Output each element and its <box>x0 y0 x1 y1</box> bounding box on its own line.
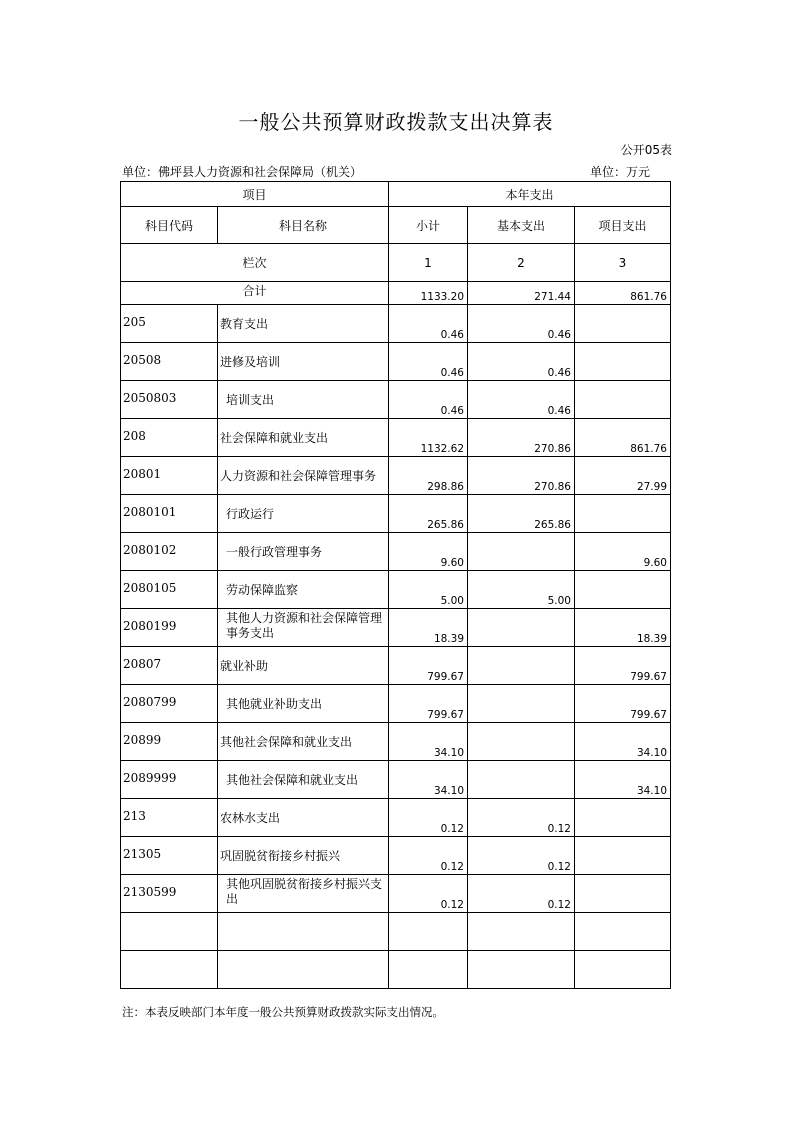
row-basic <box>468 951 575 989</box>
row-name: 其他就业补助支出 <box>218 685 389 723</box>
row-name: 教育支出 <box>218 305 389 343</box>
row-project: 18.39 <box>575 609 671 647</box>
row-subtotal: 18.39 <box>389 609 468 647</box>
total-basic: 271.44 <box>468 282 575 305</box>
row-code: 2080105 <box>121 571 218 609</box>
row-project: 34.10 <box>575 723 671 761</box>
row-name: 农林水支出 <box>218 799 389 837</box>
header-row-3 <box>121 244 671 282</box>
row-subtotal: 799.67 <box>389 647 468 685</box>
row-name <box>218 913 389 951</box>
row-subtotal: 265.86 <box>389 495 468 533</box>
row-project <box>575 837 671 875</box>
row-project <box>575 343 671 381</box>
row-project <box>575 305 671 343</box>
row-project <box>575 571 671 609</box>
table-row <box>121 457 671 495</box>
row-project <box>575 951 671 989</box>
row-code: 2130599 <box>121 875 218 913</box>
table-row <box>121 495 671 533</box>
row-subtotal: 34.10 <box>389 761 468 799</box>
row-project <box>575 875 671 913</box>
total-subtotal: 1133.20 <box>389 282 468 305</box>
footnote: 注：本表反映部门本年度一般公共预算财政拨款实际支出情况。 <box>122 1005 444 1019</box>
row-project <box>575 913 671 951</box>
form-code: 公开05表 <box>620 143 672 157</box>
row-name: 培训支出 <box>218 381 389 419</box>
row-subtotal: 298.86 <box>389 457 468 495</box>
header-col1: 1 <box>389 244 468 282</box>
row-code: 2080199 <box>121 609 218 647</box>
row-project <box>575 799 671 837</box>
row-project: 799.67 <box>575 647 671 685</box>
header-column-order: 栏次 <box>121 244 389 282</box>
row-project: 27.99 <box>575 457 671 495</box>
header-year-expense: 本年支出 <box>389 182 671 207</box>
row-code: 2080102 <box>121 533 218 571</box>
header-col2: 2 <box>468 244 575 282</box>
row-name: 其他人力资源和社会保障管理事务支出 <box>218 609 389 647</box>
row-subtotal: 34.10 <box>389 723 468 761</box>
table-row <box>121 533 671 571</box>
row-code: 213 <box>121 799 218 837</box>
row-name: 其他社会保障和就业支出 <box>218 761 389 799</box>
row-name: 人力资源和社会保障管理事务 <box>218 457 389 495</box>
row-basic <box>468 609 575 647</box>
row-code: 2089999 <box>121 761 218 799</box>
total-label: 合计 <box>121 282 389 305</box>
table-row <box>121 761 671 799</box>
row-basic: 0.46 <box>468 305 575 343</box>
row-code: 205 <box>121 305 218 343</box>
header-item: 项目 <box>121 182 389 207</box>
table-row <box>121 723 671 761</box>
row-code <box>121 913 218 951</box>
total-row <box>121 282 671 305</box>
row-code <box>121 951 218 989</box>
table-row <box>121 419 671 457</box>
row-subtotal: 5.00 <box>389 571 468 609</box>
row-code: 208 <box>121 419 218 457</box>
row-code: 20899 <box>121 723 218 761</box>
table-row <box>121 875 671 913</box>
table-row <box>121 837 671 875</box>
row-subtotal: 0.12 <box>389 875 468 913</box>
row-code: 2050803 <box>121 381 218 419</box>
row-name: 行政运行 <box>218 495 389 533</box>
unit-currency: 单位：万元 <box>590 165 651 179</box>
row-basic: 0.12 <box>468 799 575 837</box>
row-basic <box>468 647 575 685</box>
row-code: 2080101 <box>121 495 218 533</box>
header-subtotal: 小计 <box>389 207 468 244</box>
row-basic <box>468 761 575 799</box>
row-project <box>575 495 671 533</box>
page-title: 一般公共预算财政拨款支出决算表 <box>238 110 554 134</box>
table-row <box>121 343 671 381</box>
row-basic: 0.12 <box>468 875 575 913</box>
row-basic: 0.12 <box>468 837 575 875</box>
row-basic: 265.86 <box>468 495 575 533</box>
row-code: 20508 <box>121 343 218 381</box>
row-project: 861.76 <box>575 419 671 457</box>
header-row-1 <box>121 182 671 207</box>
row-code: 20801 <box>121 457 218 495</box>
row-name: 一般行政管理事务 <box>218 533 389 571</box>
row-basic: 0.46 <box>468 381 575 419</box>
table-row <box>121 647 671 685</box>
row-basic <box>468 913 575 951</box>
row-subtotal: 0.46 <box>389 381 468 419</box>
header-subject-code: 科目代码 <box>121 207 218 244</box>
row-name: 其他巩固脱贫衔接乡村振兴支出 <box>218 875 389 913</box>
row-basic: 5.00 <box>468 571 575 609</box>
row-name: 就业补助 <box>218 647 389 685</box>
row-project: 9.60 <box>575 533 671 571</box>
row-project: 799.67 <box>575 685 671 723</box>
row-code: 21305 <box>121 837 218 875</box>
row-subtotal <box>389 913 468 951</box>
total-project: 861.76 <box>575 282 671 305</box>
table-row-empty <box>121 951 671 989</box>
row-name: 社会保障和就业支出 <box>218 419 389 457</box>
row-name: 劳动保障监察 <box>218 571 389 609</box>
row-basic <box>468 723 575 761</box>
table-row <box>121 305 671 343</box>
row-subtotal: 0.46 <box>389 343 468 381</box>
row-subtotal: 0.12 <box>389 799 468 837</box>
row-subtotal: 0.46 <box>389 305 468 343</box>
header-col3: 3 <box>575 244 671 282</box>
row-basic: 0.46 <box>468 343 575 381</box>
row-name: 巩固脱贫衔接乡村振兴 <box>218 837 389 875</box>
expenditure-table <box>120 181 671 989</box>
table-row <box>121 799 671 837</box>
row-subtotal: 9.60 <box>389 533 468 571</box>
row-subtotal: 0.12 <box>389 837 468 875</box>
header-basic: 基本支出 <box>468 207 575 244</box>
header-project: 项目支出 <box>575 207 671 244</box>
table-row-empty <box>121 913 671 951</box>
header-row-2 <box>121 207 671 244</box>
row-name <box>218 951 389 989</box>
header-subject-name: 科目名称 <box>218 207 389 244</box>
row-project <box>575 381 671 419</box>
row-code: 20807 <box>121 647 218 685</box>
row-name: 进修及培训 <box>218 343 389 381</box>
row-basic: 270.86 <box>468 419 575 457</box>
row-basic <box>468 685 575 723</box>
row-project: 34.10 <box>575 761 671 799</box>
table-row <box>121 571 671 609</box>
table-row <box>121 685 671 723</box>
table-row <box>121 381 671 419</box>
row-basic <box>468 533 575 571</box>
row-basic: 270.86 <box>468 457 575 495</box>
row-subtotal: 1132.62 <box>389 419 468 457</box>
row-code: 2080799 <box>121 685 218 723</box>
row-name: 其他社会保障和就业支出 <box>218 723 389 761</box>
row-subtotal <box>389 951 468 989</box>
unit-organization: 单位：佛坪县人力资源和社会保障局（机关） <box>122 165 363 179</box>
row-subtotal: 799.67 <box>389 685 468 723</box>
table-row <box>121 609 671 647</box>
